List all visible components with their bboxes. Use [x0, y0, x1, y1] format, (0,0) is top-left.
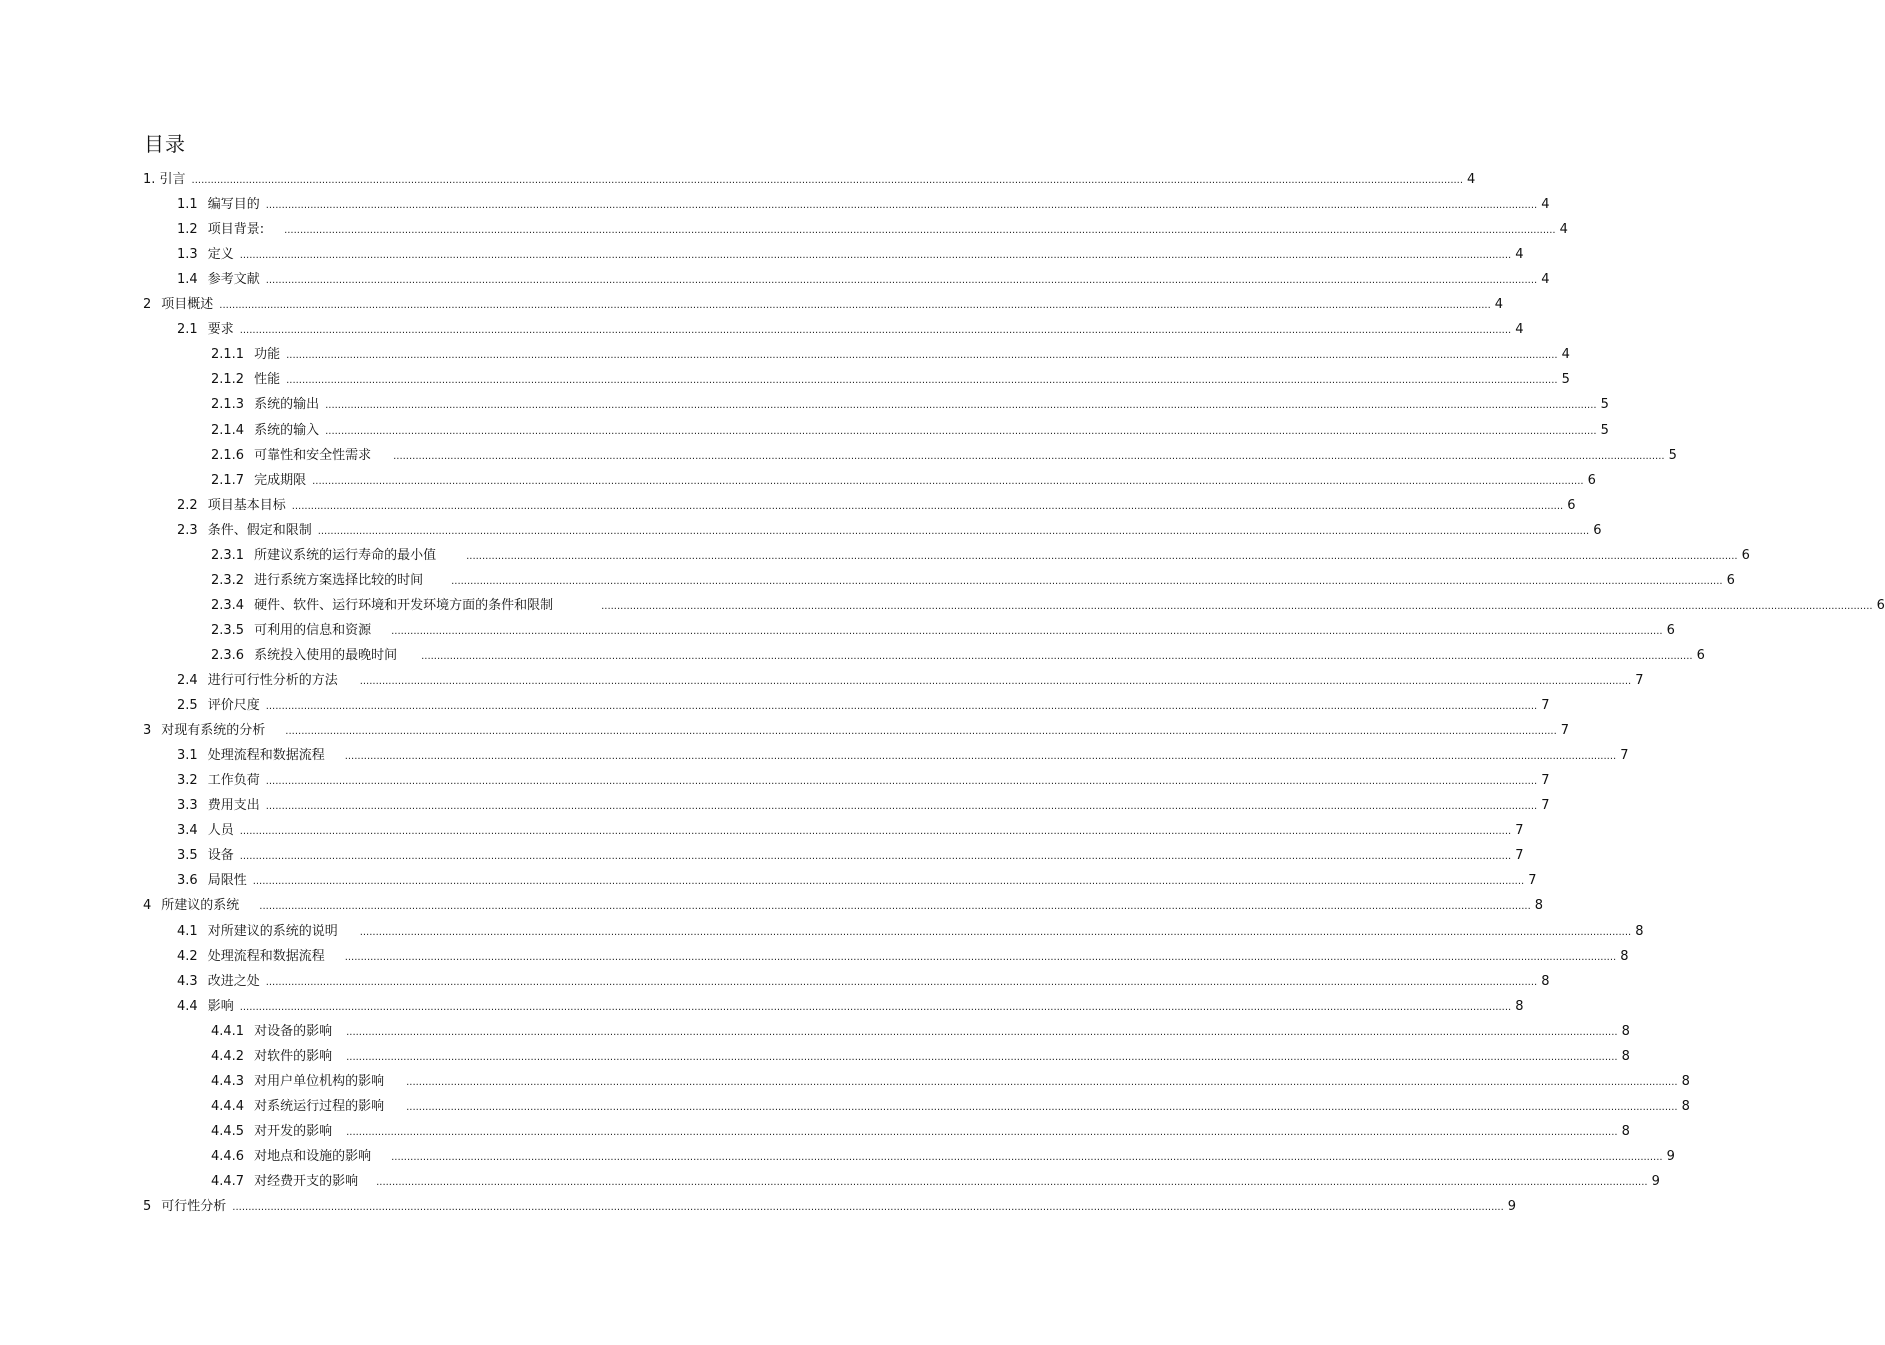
toc-entry-title: 完成期限	[254, 473, 307, 488]
toc-entry-page-number: 8	[1541, 974, 1550, 989]
toc-entry-number: 4.4.6	[211, 1149, 245, 1164]
toc-entry-page-number: 7	[1541, 798, 1550, 813]
toc-entry[interactable]	[211, 1174, 1660, 1191]
dot-leader: ................................................................................................................................................................................................................................................................................................................................................................................................................	[239, 851, 1512, 862]
toc-entry-title: 局限性	[207, 873, 247, 888]
dot-leader: ................................................................................................................................................................................................................................................................................................................................................................................................................	[265, 977, 1538, 988]
dot-leader: ................................................................................................................................................................................................................................................................................................................................................................................................................	[265, 776, 1538, 787]
toc-entry-title: 对地点和设施的影响	[254, 1149, 372, 1164]
dot-leader: ................................................................................................................................................................................................................................................................................................................................................................................................................	[325, 400, 1597, 411]
toc-entry-page-number: 8	[1681, 1074, 1690, 1089]
toc-entry-title: 系统的输入	[254, 423, 320, 438]
dot-leader: ................................................................................................................................................................................................................................................................................................................................................................................................................	[376, 1177, 1648, 1188]
toc-entry-page-number: 9	[1651, 1174, 1660, 1189]
toc-entry-page-number: 7	[1515, 823, 1524, 838]
dot-leader: ................................................................................................................................................................................................................................................................................................................................................................................................................	[265, 200, 1538, 211]
toc-entry-page-number: 6	[1876, 598, 1885, 613]
toc-entry-number: 2.1.7	[211, 473, 245, 488]
toc-entry-title: 对经费开支的影响	[254, 1174, 359, 1189]
dot-leader: ................................................................................................................................................................................................................................................................................................................................................................................................................	[451, 576, 1723, 587]
toc-entry-page-number: 4	[1467, 172, 1476, 187]
toc-entry-page-number: 4	[1559, 222, 1568, 237]
toc-entry-title: 对所建议的系统的说明	[207, 924, 338, 939]
toc-entry-page-number: 7	[1541, 773, 1550, 788]
toc-entry-title: 可行性分析	[161, 1199, 227, 1214]
dot-leader: ................................................................................................................................................................................................................................................................................................................................................................................................................	[285, 726, 1557, 737]
toc-entry-number: 1. 引言	[143, 172, 186, 187]
dot-leader: ................................................................................................................................................................................................................................................................................................................................................................................................................	[466, 551, 1738, 562]
toc-entry[interactable]	[177, 924, 1644, 941]
toc-entry[interactable]	[211, 423, 1609, 440]
dot-leader: ................................................................................................................................................................................................................................................................................................................................................................................................................	[346, 1052, 1618, 1063]
toc-entry-title: 改进之处	[207, 974, 260, 989]
toc-entry-page-number: 8	[1534, 898, 1544, 913]
toc-entry-title: 系统的输出	[254, 397, 320, 412]
toc-entry-number: 2.1.3	[211, 397, 245, 412]
toc-entry-number: 2.3.6	[211, 648, 245, 663]
toc-entry-page-number: 7	[1560, 723, 1570, 738]
dot-leader: ................................................................................................................................................................................................................................................................................................................................................................................................................	[601, 601, 1873, 612]
dot-leader: ................................................................................................................................................................................................................................................................................................................................................................................................................	[344, 952, 1617, 963]
toc-entry-number: 2.3.4	[211, 598, 245, 613]
toc-entry-title: 可靠性和安全性需求	[254, 448, 372, 463]
toc-entry-title: 费用支出	[207, 798, 260, 813]
toc-entry-page-number: 7	[1541, 698, 1550, 713]
toc-entry-page-number: 4	[1541, 197, 1550, 212]
dot-leader: ................................................................................................................................................................................................................................................................................................................................................................................................................	[421, 651, 1693, 662]
dot-leader: ................................................................................................................................................................................................................................................................................................................................................................................................................	[391, 626, 1663, 637]
toc-entry-number: 2.1.4	[211, 423, 245, 438]
dot-leader: ................................................................................................................................................................................................................................................................................................................................................................................................................	[393, 451, 1665, 462]
toc-entry-page-number: 4	[1494, 297, 1504, 312]
toc-entry-title: 要求	[207, 322, 234, 337]
toc-entry-number: 3	[143, 723, 152, 738]
toc-entry[interactable]	[211, 598, 1885, 615]
dot-leader: ................................................................................................................................................................................................................................................................................................................................................................................................................	[346, 1127, 1618, 1138]
toc-entry-title: 进行系统方案选择比较的时间	[254, 573, 424, 588]
toc-entry-title: 参考文献	[207, 272, 260, 287]
toc-entry-number: 4.4.5	[211, 1124, 245, 1139]
toc-entry-number: 4.4.4	[211, 1099, 245, 1114]
toc-entry-title: 对现有系统的分析	[161, 723, 266, 738]
toc-entry-page-number: 7	[1528, 873, 1537, 888]
toc-entry[interactable]	[211, 1124, 1630, 1141]
dot-leader: ................................................................................................................................................................................................................................................................................................................................................................................................................	[232, 1202, 1504, 1213]
toc-entry-number: 2.3.2	[211, 573, 245, 588]
toc-entry[interactable]	[177, 823, 1524, 840]
toc-entry[interactable]	[143, 297, 1504, 314]
toc-entry-title: 对用户单位机构的影响	[254, 1074, 385, 1089]
toc-entry-number: 4.2	[177, 949, 198, 964]
toc-entry[interactable]	[211, 548, 1750, 565]
toc-entry[interactable]	[177, 272, 1550, 289]
dot-leader: ................................................................................................................................................................................................................................................................................................................................................................................................................	[219, 300, 1491, 311]
dot-leader: ................................................................................................................................................................................................................................................................................................................................................................................................................	[312, 476, 1584, 487]
toc-entry[interactable]	[211, 1149, 1675, 1166]
toc-entry[interactable]	[177, 247, 1524, 264]
toc-entry-title: 处理流程和数据流程	[207, 949, 325, 964]
toc-entry-title: 设备	[207, 848, 234, 863]
toc-entry-number: 2.3	[177, 523, 198, 538]
dot-leader: ................................................................................................................................................................................................................................................................................................................................................................................................................	[239, 325, 1512, 336]
toc-entry-page-number: 5	[1600, 397, 1609, 412]
toc-entry-page-number: 7	[1635, 673, 1644, 688]
toc-entry-title: 工作负荷	[207, 773, 260, 788]
toc-entry[interactable]	[143, 1199, 1517, 1216]
toc-entry-number: 2.1	[177, 322, 198, 337]
toc-entry[interactable]	[211, 1074, 1690, 1091]
dot-leader: ................................................................................................................................................................................................................................................................................................................................................................................................................	[265, 275, 1538, 286]
toc-entry-number: 2.1.1	[211, 347, 245, 362]
toc-entry-number: 4.4.2	[211, 1049, 245, 1064]
toc-entry-page-number: 4	[1561, 347, 1570, 362]
toc-entry[interactable]	[177, 197, 1550, 214]
toc-entry-page-number: 8	[1635, 924, 1644, 939]
dot-leader: ................................................................................................................................................................................................................................................................................................................................................................................................................	[406, 1102, 1678, 1113]
dot-leader: ................................................................................................................................................................................................................................................................................................................................................................................................................	[265, 701, 1538, 712]
toc-entry-number: 4.4.1	[211, 1024, 245, 1039]
toc-entry-number: 3.1	[177, 748, 198, 763]
dot-leader: ................................................................................................................................................................................................................................................................................................................................................................................................................	[284, 225, 1556, 236]
toc-entry-number: 1.1	[177, 197, 198, 212]
toc-entry-number: 2	[143, 297, 152, 312]
toc-entry-page-number: 5	[1561, 372, 1570, 387]
toc-entry[interactable]	[211, 623, 1675, 640]
toc-entry[interactable]	[177, 974, 1550, 991]
toc-entry-number: 1.2	[177, 222, 198, 237]
toc-entry-number: 1.4	[177, 272, 198, 287]
toc-entry-number: 2.1.6	[211, 448, 245, 463]
dot-leader: ................................................................................................................................................................................................................................................................................................................................................................................................................	[286, 375, 1558, 386]
toc-entry[interactable]	[177, 999, 1524, 1016]
toc-entry-number: 3.4	[177, 823, 198, 838]
toc-entry[interactable]	[211, 473, 1596, 490]
toc-entry-title: 项目基本目标	[207, 498, 286, 513]
toc-entry-page-number: 7	[1515, 848, 1524, 863]
dot-leader: ................................................................................................................................................................................................................................................................................................................................................................................................................	[239, 1002, 1512, 1013]
dot-leader: ................................................................................................................................................................................................................................................................................................................................................................................................................	[317, 526, 1590, 537]
toc-entry[interactable]	[177, 322, 1524, 339]
toc-entry-number: 3.2	[177, 773, 198, 788]
toc-entry-page-number: 4	[1515, 247, 1524, 262]
toc-entry-number: 4.4.3	[211, 1074, 245, 1089]
toc-entry-number: 4	[143, 898, 152, 913]
toc-entry-page-number: 6	[1726, 573, 1735, 588]
toc-entry-number: 2.4	[177, 673, 198, 688]
toc-entry-title: 评价尺度	[207, 698, 260, 713]
toc-entry-number: 2.3.1	[211, 548, 245, 563]
toc-entry-number: 3.5	[177, 848, 198, 863]
dot-leader: ................................................................................................................................................................................................................................................................................................................................................................................................................	[325, 426, 1597, 437]
toc-entry-title: 性能	[254, 372, 281, 387]
toc-entry-number: 4.4.7	[211, 1174, 245, 1189]
toc-entry-title: 对系统运行过程的影响	[254, 1099, 385, 1114]
dot-leader: ................................................................................................................................................................................................................................................................................................................................................................................................................	[344, 751, 1617, 762]
toc-entry-page-number: 4	[1541, 272, 1550, 287]
toc-entry-number: 4.3	[177, 974, 198, 989]
toc-entry-page-number: 6	[1696, 648, 1705, 663]
toc-entry-page-number: 9	[1507, 1199, 1517, 1214]
dot-leader: ................................................................................................................................................................................................................................................................................................................................................................................................................	[286, 350, 1558, 361]
toc-entry-title: 影响	[207, 999, 234, 1014]
toc-entry-page-number: 8	[1515, 999, 1524, 1014]
toc-entry-number: 2.3.5	[211, 623, 245, 638]
toc-entry-title: 所建议的系统	[161, 898, 240, 913]
toc-entry[interactable]	[211, 573, 1735, 590]
toc-entry[interactable]	[211, 397, 1609, 414]
toc-entry[interactable]	[211, 448, 1677, 465]
toc-entry-number: 2.2	[177, 498, 198, 513]
toc-entry-number: 3.3	[177, 798, 198, 813]
toc-entry[interactable]	[143, 898, 1544, 915]
toc-entry[interactable]	[177, 698, 1550, 715]
dot-leader: ................................................................................................................................................................................................................................................................................................................................................................................................................	[291, 501, 1564, 512]
toc-entry-title: 可利用的信息和资源	[254, 623, 372, 638]
toc-entry-number: 2.5	[177, 698, 198, 713]
toc-entry-title: 对设备的影响	[254, 1024, 333, 1039]
dot-leader: ................................................................................................................................................................................................................................................................................................................................................................................................................	[359, 676, 1632, 687]
toc-entry-title: 进行可行性分析的方法	[207, 673, 338, 688]
toc-entry[interactable]	[177, 523, 1602, 540]
toc-entry[interactable]	[211, 1049, 1630, 1066]
toc-entry-page-number: 4	[1515, 322, 1524, 337]
dot-leader: ................................................................................................................................................................................................................................................................................................................................................................................................................	[346, 1027, 1618, 1038]
toc-entry-number: 4.1	[177, 924, 198, 939]
toc-entry-title: 人员	[207, 823, 234, 838]
toc-entry-page-number: 6	[1593, 523, 1602, 538]
toc-entry-page-number: 8	[1621, 1124, 1630, 1139]
toc-entry-page-number: 6	[1666, 623, 1675, 638]
toc-entry-title: 所建议系统的运行寿命的最小值	[254, 548, 437, 563]
toc-entry[interactable]	[177, 798, 1550, 815]
toc-title: 目录	[144, 132, 186, 156]
toc-entry-page-number: 6	[1741, 548, 1750, 563]
toc-entry-page-number: 8	[1620, 949, 1629, 964]
toc-entry-number: 5	[143, 1199, 152, 1214]
toc-entry[interactable]	[177, 873, 1537, 890]
toc-entry-page-number: 5	[1668, 448, 1677, 463]
toc-entry-title: 编写目的	[207, 197, 260, 212]
toc-entry-page-number: 7	[1620, 748, 1629, 763]
toc-entry-title: 功能	[254, 347, 281, 362]
toc-entry-title: 项目背景:	[207, 222, 265, 237]
dot-leader: ................................................................................................................................................................................................................................................................................................................................................................................................................	[252, 876, 1525, 887]
toc-entry-number: 2.1.2	[211, 372, 245, 387]
toc-entry[interactable]	[211, 1024, 1630, 1041]
toc-entry-page-number: 6	[1587, 473, 1596, 488]
toc-entry-number: 4.4	[177, 999, 198, 1014]
dot-leader: ................................................................................................................................................................................................................................................................................................................................................................................................................	[265, 801, 1538, 812]
toc-entry[interactable]	[177, 748, 1629, 765]
toc-entry-page-number: 6	[1567, 498, 1576, 513]
toc-entry-title: 系统投入使用的最晚时间	[254, 648, 398, 663]
toc-entry-title: 项目概述	[161, 297, 214, 312]
toc-entry-number: 3.6	[177, 873, 198, 888]
toc-entry[interactable]	[143, 172, 1476, 189]
toc-entry[interactable]	[211, 1099, 1690, 1116]
toc-entry-title: 硬件、软件、运行环境和开发环境方面的条件和限制	[254, 598, 554, 613]
dot-leader: ................................................................................................................................................................................................................................................................................................................................................................................................................	[359, 927, 1632, 938]
toc-entry[interactable]	[177, 222, 1568, 239]
toc-entry[interactable]	[177, 848, 1524, 865]
toc-entry[interactable]	[177, 949, 1629, 966]
toc-entry[interactable]	[143, 723, 1570, 740]
dot-leader: ................................................................................................................................................................................................................................................................................................................................................................................................................	[259, 901, 1531, 912]
toc-entry[interactable]	[211, 372, 1570, 389]
toc-entry-page-number: 8	[1621, 1049, 1630, 1064]
dot-leader: ................................................................................................................................................................................................................................................................................................................................................................................................................	[239, 826, 1512, 837]
dot-leader: ................................................................................................................................................................................................................................................................................................................................................................................................................	[406, 1077, 1678, 1088]
toc-entry-page-number: 8	[1621, 1024, 1630, 1039]
toc-entry-title: 对软件的影响	[254, 1049, 333, 1064]
toc-entry-page-number: 9	[1666, 1149, 1675, 1164]
toc-entry-page-number: 8	[1681, 1099, 1690, 1114]
toc-entry[interactable]	[211, 347, 1570, 364]
toc-entry-title: 对开发的影响	[254, 1124, 333, 1139]
dot-leader: ................................................................................................................................................................................................................................................................................................................................................................................................................	[239, 250, 1512, 261]
toc-entry-title: 条件、假定和限制	[207, 523, 312, 538]
toc-entry-title: 处理流程和数据流程	[207, 748, 325, 763]
dot-leader: ................................................................................................................................................................................................................................................................................................................................................................................................................	[391, 1152, 1663, 1163]
toc-entry-page-number: 5	[1600, 423, 1609, 438]
toc-entry-title: 定义	[207, 247, 234, 262]
toc-entry[interactable]	[177, 498, 1576, 515]
toc-entry-number: 1.3	[177, 247, 198, 262]
dot-leader: ................................................................................................................................................................................................................................................................................................................................................................................................................	[191, 175, 1464, 186]
toc-entry[interactable]	[211, 648, 1705, 665]
toc-entry[interactable]	[177, 773, 1550, 790]
toc-entry[interactable]	[177, 673, 1644, 690]
